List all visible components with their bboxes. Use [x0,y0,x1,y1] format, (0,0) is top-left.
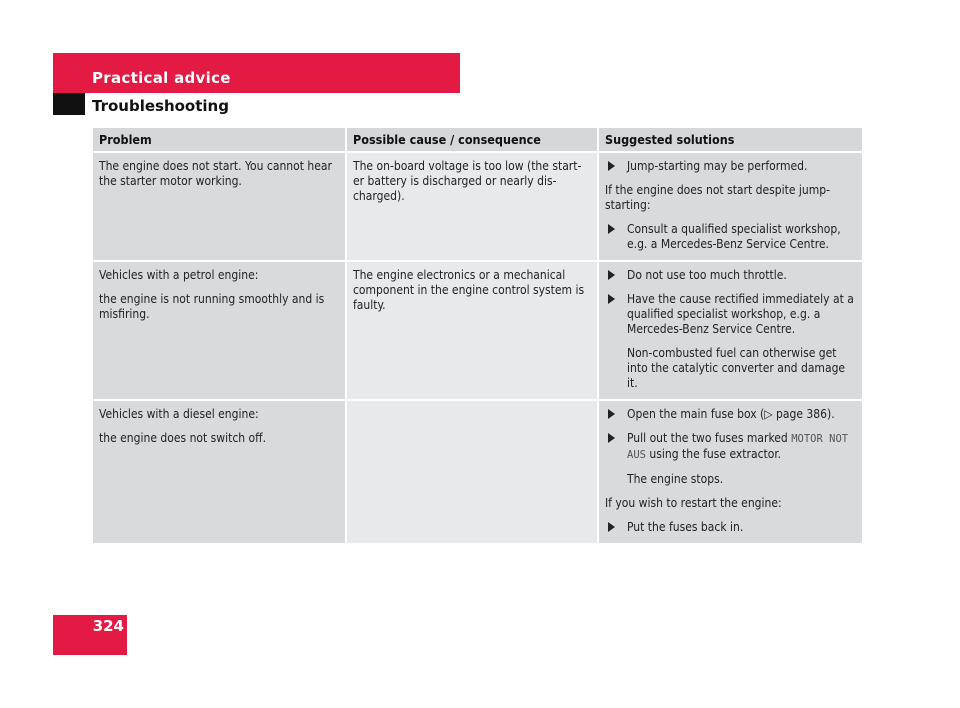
triangle-arrow-icon [608,522,615,532]
problem-text: the engine is not running smoothly and is misfiring. [99,292,325,321]
triangle-arrow-icon [608,270,615,280]
solution-note: The engine stops. [627,472,724,486]
solution-cell [599,153,862,260]
table-row [93,153,862,260]
header-problem: Problem [93,128,345,151]
solution-step [605,292,856,337]
cause-text: The engine electronics or a mechanical component in the engine control system is faulty. [353,268,585,312]
solution-step [605,222,856,252]
cause-cell [347,153,597,260]
header-cause: Possible cause / consequence [347,128,597,151]
header-marker [53,93,85,115]
cause-cell [347,401,597,543]
cause-text: The on-board voltage is too low (the start- er battery is discharged or nearly dis- charged). [353,159,582,203]
step-text-after: using the fuse extractor. [645,447,782,461]
problem-text: Vehicles with a petrol engine: [99,268,259,282]
solution-para: If the engine does not start despite jump- starting: [605,183,831,212]
header-solutions: Suggested solutions [599,128,862,151]
subsection-title: Troubleshooting [92,97,229,115]
solution-step [605,159,856,174]
solution-cell [599,262,862,399]
solution-step [605,407,856,422]
step-text: Put the fuses back in. [627,520,744,534]
solution-cell [599,401,862,543]
solution-step [605,268,856,283]
table-row [93,262,862,399]
problem-text: Vehicles with a diesel engine: [99,407,259,421]
step-text-before: Pull out the two fuses marked [627,431,792,445]
troubleshooting-table [91,126,864,545]
solution-note: Non-combusted fuel can otherwise get into the catalytic converter and damage it. [627,346,846,390]
solution-step [605,520,856,535]
triangle-arrow-icon [608,224,615,234]
solution-step [605,431,856,463]
problem-cell [93,153,345,260]
triangle-arrow-icon [608,409,615,419]
step-text: Do not use too much throttle. [627,268,787,282]
fuse-code: MOTOR NOT AUS [627,433,849,461]
triangle-arrow-icon [608,433,615,443]
page-number: 324 [92,617,124,635]
table-row [93,401,862,543]
problem-cell [93,401,345,543]
triangle-arrow-icon [608,161,615,171]
step-text: Have the cause rectified immediately at a qualified specialist workshop, e.g. a Mercedes-Benz Service Centre. [627,292,854,336]
solution-para: If you wish to restart the engine: [605,496,782,510]
step-text: Jump-starting may be performed. [627,159,808,173]
triangle-arrow-icon [608,294,615,304]
step-text [627,431,856,463]
cause-cell [347,262,597,399]
problem-text: the engine does not switch off. [99,431,267,445]
section-title: Practical advice [92,69,231,87]
step-text: Open the main fuse box (▷ page 386). [627,407,835,421]
page-number-box [53,615,127,655]
table-header-row [93,128,862,151]
problem-cell [93,262,345,399]
step-text: Consult a qualified specialist workshop, e.g. a Mercedes-Benz Service Centre. [627,222,841,251]
problem-text: The engine does not start. You cannot hear the starter motor working. [99,159,332,188]
